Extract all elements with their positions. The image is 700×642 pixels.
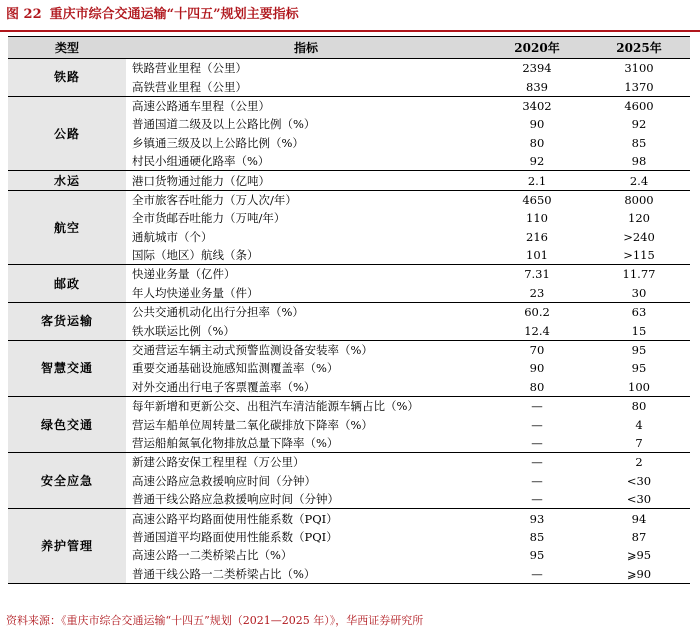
indicator-cell: 新建公路安保工程里程（万公里） <box>132 455 305 470</box>
indicator-cell: 营运船舶氮氧化物排放总量下降率（%） <box>126 434 486 453</box>
value-2025-cell: 2 <box>635 455 643 470</box>
table-row <box>8 453 690 472</box>
header-2025: 2025年 <box>588 37 690 59</box>
indicator-cell: 普通干线公路一二类桥梁占比（%） <box>126 565 486 584</box>
category-cell: 邮政 <box>8 265 126 303</box>
table-row <box>8 190 690 209</box>
indicator-cell: 高速公路一二类桥梁占比（%） <box>132 548 293 563</box>
indicator-cell: 国际（地区）航线（条） <box>126 246 486 265</box>
value-2025-cell: 100 <box>588 378 690 397</box>
indicator-cell: 全市货邮吞吐能力（万吨/年） <box>132 211 286 226</box>
value-2020-cell: 839 <box>486 77 588 96</box>
value-2020-cell: 101 <box>486 246 588 265</box>
table-header-row <box>8 37 690 59</box>
title-divider <box>0 30 700 32</box>
value-2020-cell: 60.2 <box>524 305 550 320</box>
value-2025-cell: 8000 <box>624 192 654 207</box>
value-2025-cell: >115 <box>588 246 690 265</box>
indicator-cell: 公共交通机动化出行分担率（%） <box>132 305 304 320</box>
value-2025-cell: >240 <box>623 229 655 244</box>
indicator-cell: 高铁营业里程（公里） <box>126 77 486 96</box>
value-2025-cell: <30 <box>588 490 690 509</box>
value-2020-cell: 85 <box>529 529 545 544</box>
indicator-cell: 村民小组通硬化路率（%） <box>126 152 486 171</box>
table-body <box>8 59 690 584</box>
value-2025-cell: 94 <box>631 511 647 526</box>
value-2020-cell: 93 <box>529 511 545 526</box>
indicator-cell: 通航城市（个） <box>132 229 213 244</box>
indicator-cell: 每年新增和更新公交、出租汽车清洁能源车辆占比（%） <box>132 399 419 414</box>
value-2025-cell: 3100 <box>624 61 654 76</box>
indicator-cell: 快递业务量（亿件） <box>132 267 236 282</box>
indicator-cell: 全市旅客吞吐能力（万人次/年） <box>132 192 297 207</box>
value-2020-cell: — <box>531 473 543 488</box>
table-row <box>8 96 690 115</box>
value-2025-cell: 85 <box>631 135 647 150</box>
indicator-cell: 铁路营业里程（公里） <box>132 61 247 76</box>
value-2020-cell: 2.1 <box>486 171 588 190</box>
value-2020-cell: 2394 <box>522 61 552 76</box>
value-2025-cell: 2.4 <box>588 171 690 190</box>
value-2025-cell: 95 <box>631 361 647 376</box>
category-cell: 智慧交通 <box>8 340 126 396</box>
value-2025-cell: 98 <box>588 152 690 171</box>
category-cell: 水运 <box>8 171 126 190</box>
indicator-cell: 铁水联运比例（%） <box>126 321 486 340</box>
value-2025-cell: 11.77 <box>622 267 656 282</box>
indicator-cell: 营运车船单位周转量二氧化碳排放下降率（%） <box>132 417 373 432</box>
table-row <box>8 340 690 359</box>
indicator-cell: 高速公路通车里程（公里） <box>132 98 270 113</box>
table-row <box>8 303 690 322</box>
value-2025-cell: 1370 <box>588 77 690 96</box>
value-2025-cell: 15 <box>588 321 690 340</box>
category-cell: 养护管理 <box>8 509 126 584</box>
value-2020-cell: 4650 <box>522 192 552 207</box>
value-2020-cell: 80 <box>529 135 545 150</box>
value-2020-cell: 70 <box>529 343 545 358</box>
indicator-cell: 年人均快递业务量（件） <box>126 284 486 303</box>
value-2020-cell: 12.4 <box>486 321 588 340</box>
value-2020-cell: — <box>531 417 543 432</box>
indicator-cell: 港口货物通过能力（亿吨） <box>126 171 486 190</box>
table-row <box>8 59 690 78</box>
value-2025-cell: 92 <box>631 117 647 132</box>
indicator-cell: 普通国道二级及以上公路比例（%） <box>132 117 316 132</box>
value-2020-cell: — <box>486 565 588 584</box>
value-2025-cell: 30 <box>588 284 690 303</box>
value-2020-cell: 110 <box>526 211 548 226</box>
value-2025-cell: 87 <box>631 529 647 544</box>
value-2020-cell: 80 <box>486 378 588 397</box>
category-cell: 航空 <box>8 190 126 265</box>
value-2025-cell: 120 <box>628 211 650 226</box>
category-cell: 公路 <box>8 96 126 171</box>
table-row <box>8 397 690 416</box>
value-2020-cell: 92 <box>486 152 588 171</box>
indicator-cell: 普通国道平均路面使用性能系数（PQI） <box>132 529 338 544</box>
table-row <box>8 265 690 284</box>
indicator-cell: 对外交通出行电子客票覆盖率（%） <box>126 378 486 397</box>
value-2020-cell: 23 <box>486 284 588 303</box>
indicator-cell: 重要交通基础设施感知监测覆盖率（%） <box>132 361 339 376</box>
value-2025-cell: ⩾95 <box>626 548 652 563</box>
value-2020-cell: — <box>486 434 588 453</box>
value-2020-cell: 95 <box>529 548 545 563</box>
category-cell: 安全应急 <box>8 453 126 509</box>
figure-title <box>6 4 299 26</box>
value-2020-cell: 90 <box>529 361 545 376</box>
value-2025-cell: 80 <box>631 399 647 414</box>
value-2025-cell: 4600 <box>624 98 654 113</box>
figure-title-text: 重庆市综合交通运输“十四五”规划主要指标 <box>49 7 299 22</box>
value-2025-cell: 7 <box>588 434 690 453</box>
indicator-cell: 普通干线公路应急救援响应时间（分钟） <box>126 490 486 509</box>
value-2020-cell: 3402 <box>522 98 552 113</box>
value-2020-cell: 90 <box>529 117 545 132</box>
header-type: 类型 <box>8 37 126 59</box>
indicator-cell: 乡镇通三级及以上公路比例（%） <box>132 135 304 150</box>
table-row <box>8 171 690 190</box>
value-2025-cell: 95 <box>631 343 647 358</box>
value-2025-cell: <30 <box>626 473 652 488</box>
value-2020-cell: — <box>531 455 543 470</box>
value-2020-cell: — <box>531 399 543 414</box>
indicator-cell: 交通营运车辆主动式预警监测设备安装率（%） <box>132 343 373 358</box>
indicator-cell: 高速公路平均路面使用性能系数（PQI） <box>132 511 338 526</box>
indicators-table <box>8 36 690 584</box>
header-2020: 2020年 <box>486 37 588 59</box>
table-row <box>8 509 690 528</box>
indicator-cell: 高速公路应急救援响应时间（分钟） <box>132 473 316 488</box>
value-2025-cell: ⩾90 <box>588 565 690 584</box>
value-2020-cell: — <box>486 490 588 509</box>
category-cell: 铁路 <box>8 59 126 97</box>
value-2020-cell: 7.31 <box>524 267 550 282</box>
category-cell: 客货运输 <box>8 303 126 341</box>
value-2020-cell: 216 <box>526 229 548 244</box>
category-cell: 绿色交通 <box>8 397 126 453</box>
source-note: 资料来源：《重庆市综合交通运输“十四五”规划（2021—2025 年）》，华西证券研究所 <box>6 614 424 627</box>
header-indicator: 指标 <box>126 37 486 59</box>
value-2025-cell: 4 <box>635 417 643 432</box>
value-2025-cell: 63 <box>631 305 647 320</box>
figure-number: 图 22 <box>6 7 42 22</box>
